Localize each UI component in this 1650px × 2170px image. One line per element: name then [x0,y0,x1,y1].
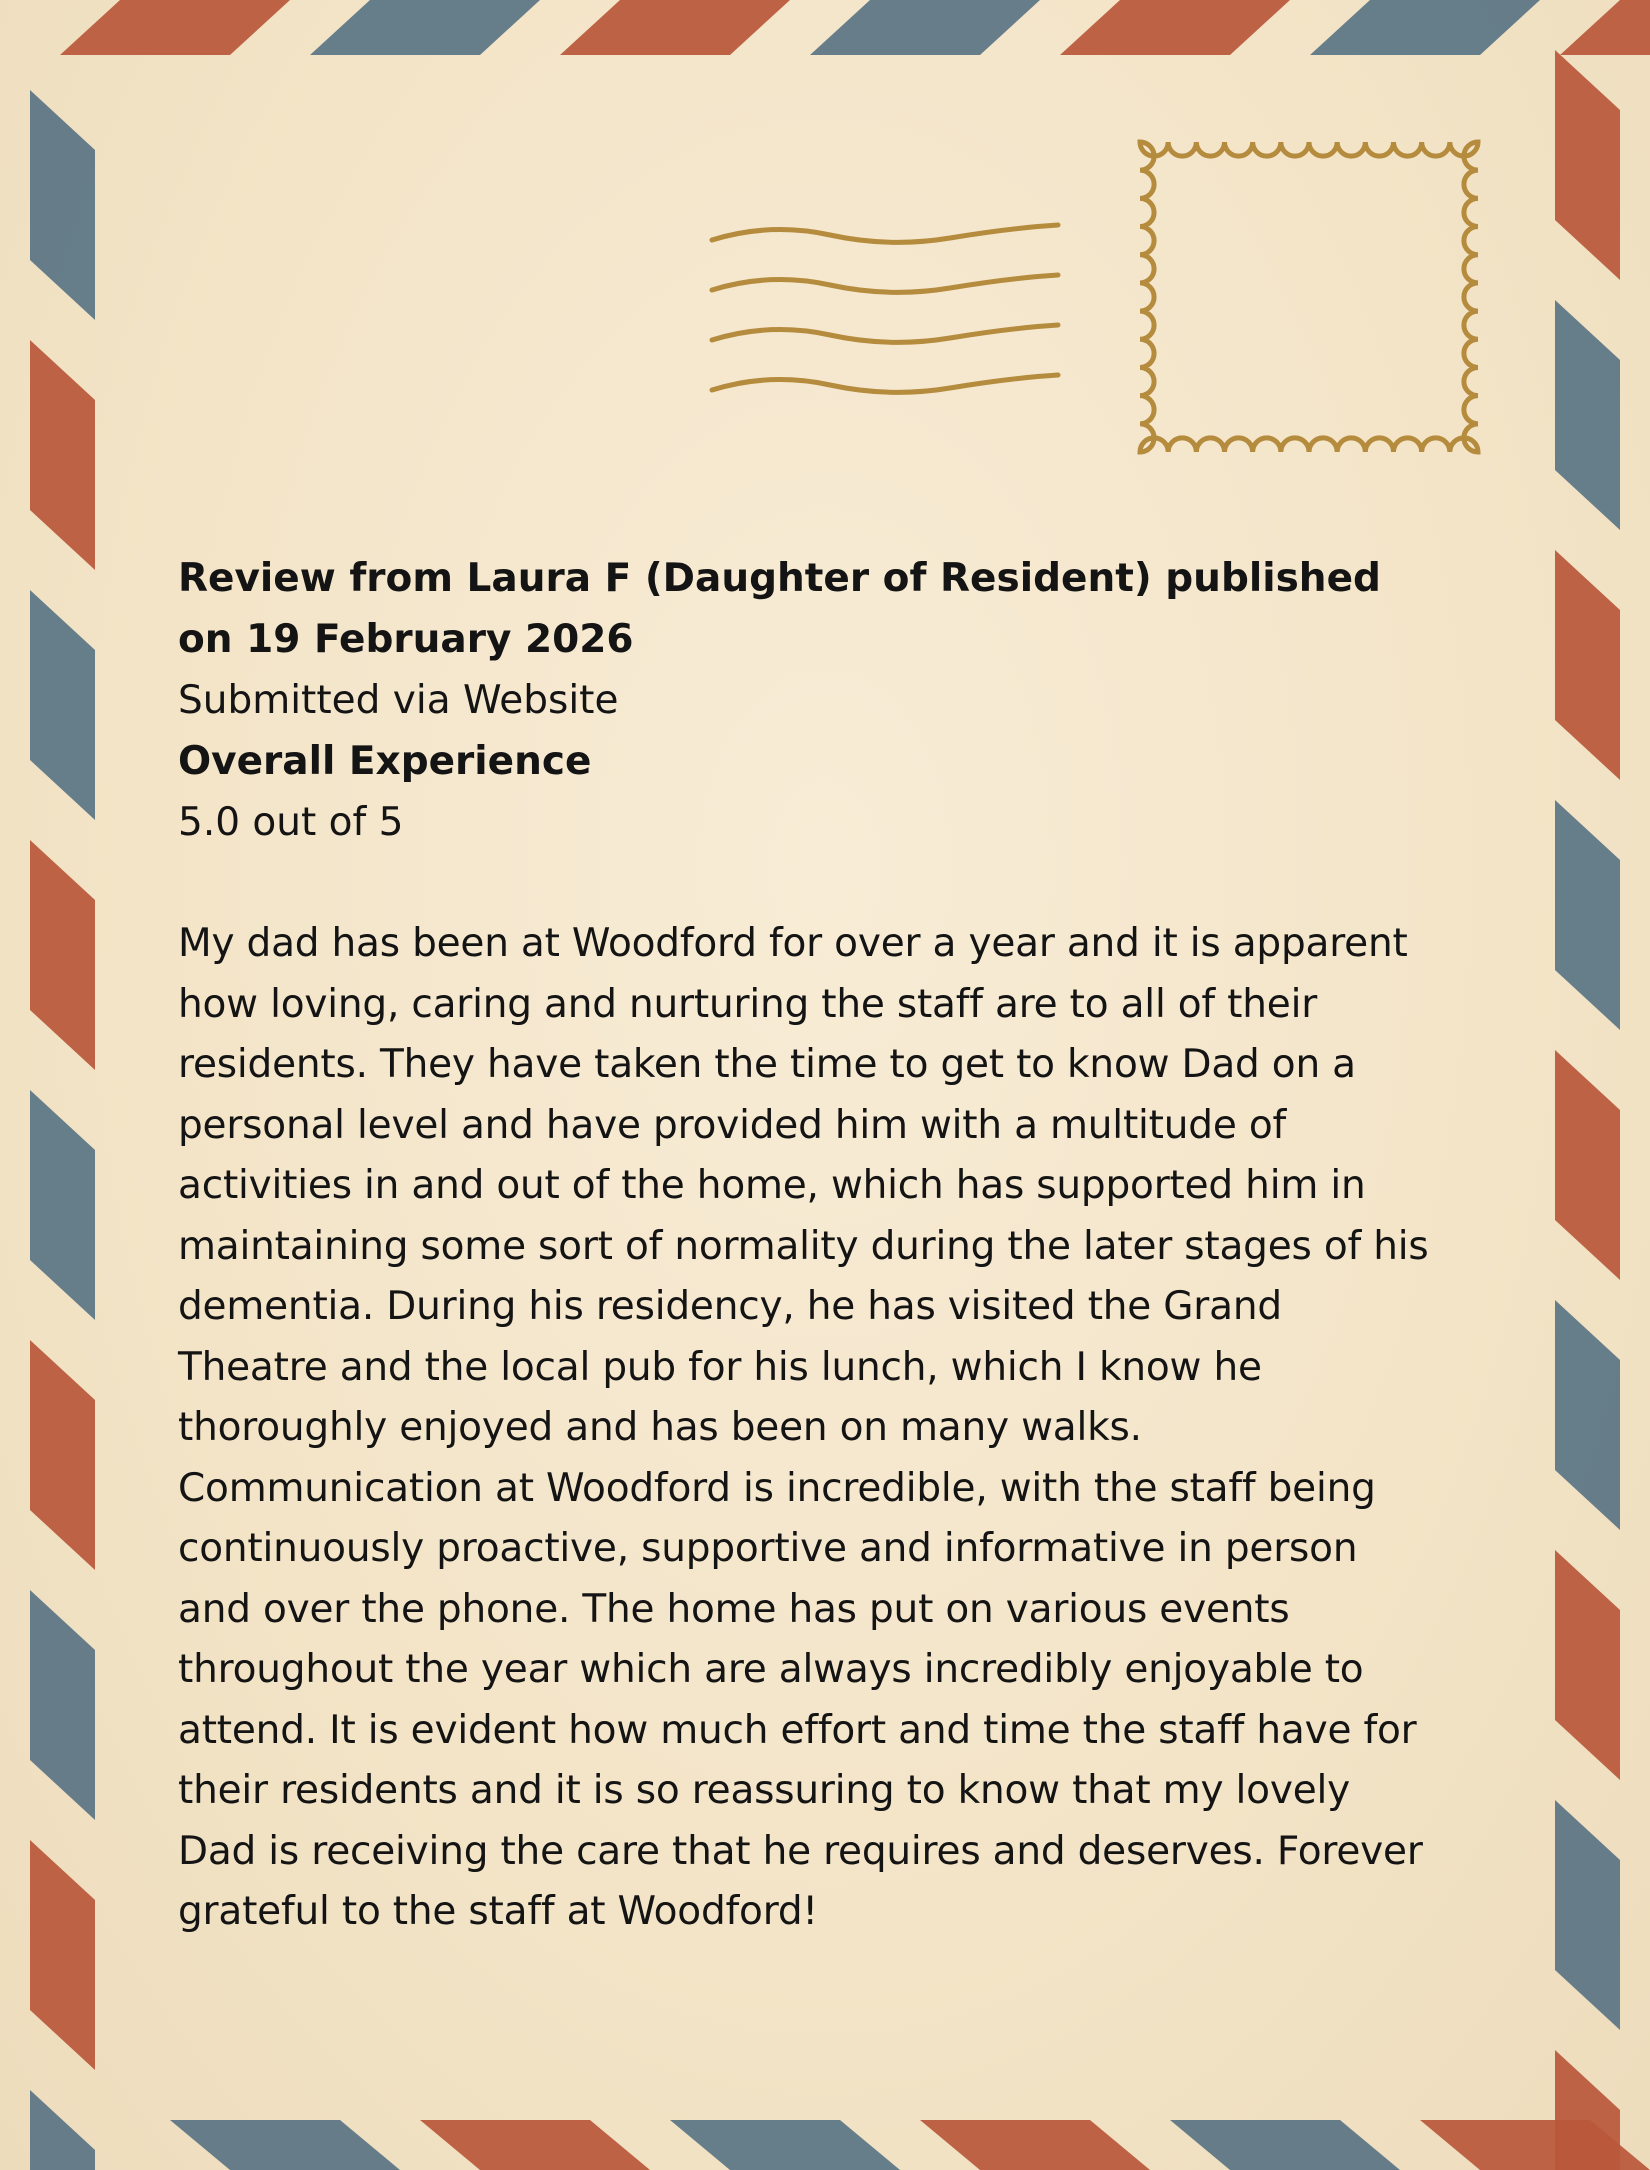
border-stripe [30,840,95,1070]
border-stripe [30,1840,95,2070]
border-stripe [1555,1550,1620,1780]
border-stripe [420,2120,650,2170]
border-stripe [1555,1800,1620,2030]
rating-value: 5.0 out of 5 [178,800,404,845]
border-stripe [30,1590,95,1820]
border-stripe [1555,1050,1620,1280]
border-stripe [30,2090,95,2170]
border-stripe [170,2120,400,2170]
border-stripe [30,590,95,820]
border-stripe [920,2120,1150,2170]
border-stripe [1170,2120,1400,2170]
review-content [178,548,1438,1943]
border-stripe [1555,1300,1620,1530]
stamp-outline-icon [1140,142,1478,452]
review-title: Review from Laura F (Daughter of Resident) published on 19 February 2026 [178,556,1381,662]
border-stripe [30,1340,95,1570]
border-stripe [670,2120,900,2170]
border-stripe [1555,2050,1620,2170]
postmark-area [0,0,1650,500]
border-stripe [1555,550,1620,780]
border-stripe [30,1090,95,1320]
review-body: My dad has been at Woodford for over a year and it is apparent how loving, caring and nurturing the staff are to all of their residents. They have taken the time to get to know Dad on a personal level and have provided him with a multitude of activities in and out of the home, which has supported him in maintaining some sort of normality during the later stages of his dementia. During his residency, he has visited the Grand Theatre and the local pub for his lunch, which I know he thoroughly enjoyed and has been on many walks. Communication at Woodford is incredible, with the staff being continuously proactive, supportive and informative in person and over the phone. The home has put on various events throughout the year which are always incredibly enjoyable to attend. It is evident how much effort and time the staff have for their residents and it is so reassuring to know that my lovely Dad is receiving the care that he requires and deserves. Forever grateful to the staff at Woodford! [178,921,1429,1934]
border-stripe [1555,800,1620,1030]
review-source: Submitted via Website [178,678,619,723]
postmark-wavy-lines-icon [712,225,1058,392]
rating-category-label: Overall Experience [178,739,592,784]
stamp-scalloped-edge [1140,142,1478,452]
